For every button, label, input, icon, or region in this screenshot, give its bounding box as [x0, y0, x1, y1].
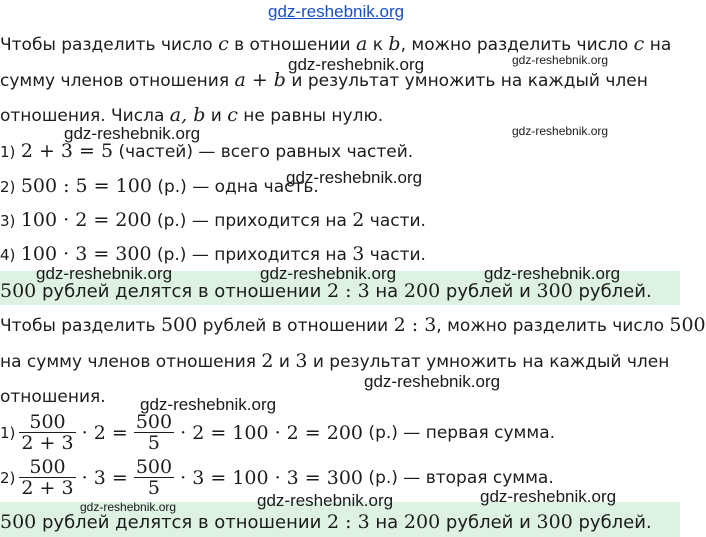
numerator: 500 — [135, 411, 173, 433]
step-number: 4) — [0, 246, 16, 264]
text: рублей. — [572, 281, 652, 302]
step-tail: части. — [364, 211, 426, 231]
step-text: (частей) — всего равных частей. — [113, 142, 414, 162]
text: Чтобы разделить число — [0, 35, 219, 55]
text: и результат умножить на каждый член — [307, 352, 670, 372]
watermark: gdz-reshebnik.org — [288, 55, 425, 74]
text: к — [367, 35, 389, 55]
answer-part-2: 300 — [536, 511, 573, 533]
answer-part-1: 200 — [403, 511, 441, 533]
step-4 — [0, 244, 426, 265]
text: рублей и — [440, 281, 537, 302]
step-number: 1) — [0, 143, 16, 161]
answer-part-2: 300 — [536, 280, 573, 302]
second-line-3 — [0, 387, 106, 407]
step-2 — [0, 176, 319, 197]
step-expr: 2 + 3 = 5 — [20, 140, 114, 162]
step-3 — [0, 210, 426, 231]
fraction — [19, 412, 75, 453]
text: рублей в отношении — [197, 316, 394, 336]
watermark: gdz-reshebnik.org — [364, 372, 501, 391]
text: и — [273, 352, 296, 372]
step-number: 1) — [0, 423, 16, 442]
answer-ratio: 2 : 3 — [327, 280, 370, 302]
denominator: 2 + 3 — [21, 477, 74, 499]
text: на — [369, 281, 404, 302]
text: и — [205, 106, 228, 126]
text: отношения. Числа — [0, 106, 170, 126]
denominator: 5 — [147, 477, 160, 499]
second-line-2 — [0, 351, 669, 372]
text: , можно разделить число — [400, 35, 634, 55]
result-expr: · 2 = 100 · 2 = 200 — [174, 421, 364, 444]
text: рублей. — [572, 512, 652, 533]
second-line-1 — [0, 315, 706, 336]
fraction-step-1 — [0, 412, 555, 453]
step-number: 2) — [0, 468, 16, 487]
step-text: (р.) — приходится на — [151, 211, 353, 231]
watermark: gdz-reshebnik.org — [484, 264, 621, 283]
watermark: gdz-reshebnik.org — [36, 264, 173, 283]
sum-expr: a + b — [234, 69, 286, 91]
var-c: c — [218, 33, 229, 55]
step-expr: 100 · 3 = 300 — [20, 243, 152, 265]
numerator: 500 — [19, 412, 75, 433]
fraction — [19, 457, 75, 498]
step-text: (р.) — приходится на — [151, 245, 353, 265]
step-expr: 500 : 5 = 100 — [20, 175, 152, 197]
text: отношения. — [0, 387, 106, 407]
text: сумму членов отношения — [0, 71, 235, 91]
intro-line-1 — [0, 34, 671, 55]
var-b: b — [388, 33, 401, 55]
step-number: 3) — [0, 212, 16, 230]
answer-line — [0, 512, 652, 533]
denominator: 2 + 3 — [21, 432, 74, 454]
ratio: 2 : 3 — [393, 314, 437, 336]
numerator: 500 — [135, 456, 173, 478]
answer-ratio: 2 : 3 — [327, 511, 370, 533]
watermark: gdz-reshebnik.org — [140, 395, 277, 414]
num-500: 500 — [160, 314, 198, 336]
num-3: 3 — [295, 350, 308, 372]
fraction — [134, 412, 174, 453]
var-c: c — [633, 33, 645, 55]
text: на — [369, 512, 404, 533]
step-tail: части. — [364, 245, 426, 265]
watermark: gdz-reshebnik.org — [64, 124, 201, 143]
fraction — [134, 457, 174, 498]
result-expr: · 3 = 100 · 3 = 300 — [174, 466, 364, 489]
step-text: (р.) — одна часть. — [151, 177, 319, 197]
answer-total: 500 — [0, 511, 37, 533]
text: на сумму членов отношения — [0, 352, 262, 372]
answer-line — [0, 281, 652, 302]
numerator: 500 — [19, 457, 75, 478]
answer-part-1: 200 — [403, 280, 441, 302]
multiply: · 3 = — [75, 466, 134, 489]
denominator: 5 — [147, 432, 160, 454]
watermark-link[interactable]: gdz-reshebnik.org — [268, 2, 405, 21]
watermark: gdz-reshebnik.org — [257, 491, 394, 510]
text: , можно разделить число — [436, 316, 670, 336]
text: Чтобы разделить — [0, 316, 161, 336]
var-a: a — [356, 33, 368, 55]
vars-ab: a, b — [169, 104, 206, 126]
step-text: (р.) — первая сумма. — [363, 422, 556, 443]
text: не равны нулю. — [237, 106, 384, 126]
step-text: (р.) — вторая сумма. — [363, 467, 554, 488]
text: на — [644, 35, 672, 55]
num-2: 2 — [261, 350, 274, 372]
watermark: gdz-reshebnik.org — [80, 500, 177, 514]
watermark: gdz-reshebnik.org — [260, 264, 397, 283]
watermark: gdz-reshebnik.org — [512, 124, 609, 138]
multiply: · 2 = — [75, 421, 134, 444]
step-expr: 100 · 2 = 200 — [20, 209, 152, 231]
step-n: 3 — [352, 243, 365, 265]
watermark: gdz-reshebnik.org — [480, 487, 617, 506]
text: рублей и — [440, 512, 537, 533]
intro-line-3 — [0, 105, 383, 126]
watermark: gdz-reshebnik.org — [286, 168, 423, 187]
text: рублей делятся в отношении — [36, 512, 327, 533]
step-n: 2 — [352, 209, 365, 231]
answer-total: 500 — [0, 280, 37, 302]
text: рублей делятся в отношении — [36, 281, 327, 302]
text: и результат умножить на каждый член — [285, 71, 648, 91]
num-500: 500 — [669, 314, 706, 336]
watermark: gdz-reshebnik.org — [512, 53, 609, 67]
step-number: 2) — [0, 178, 16, 196]
step-1 — [0, 141, 413, 162]
var-c: c — [227, 104, 238, 126]
text: в отношении — [228, 35, 357, 55]
